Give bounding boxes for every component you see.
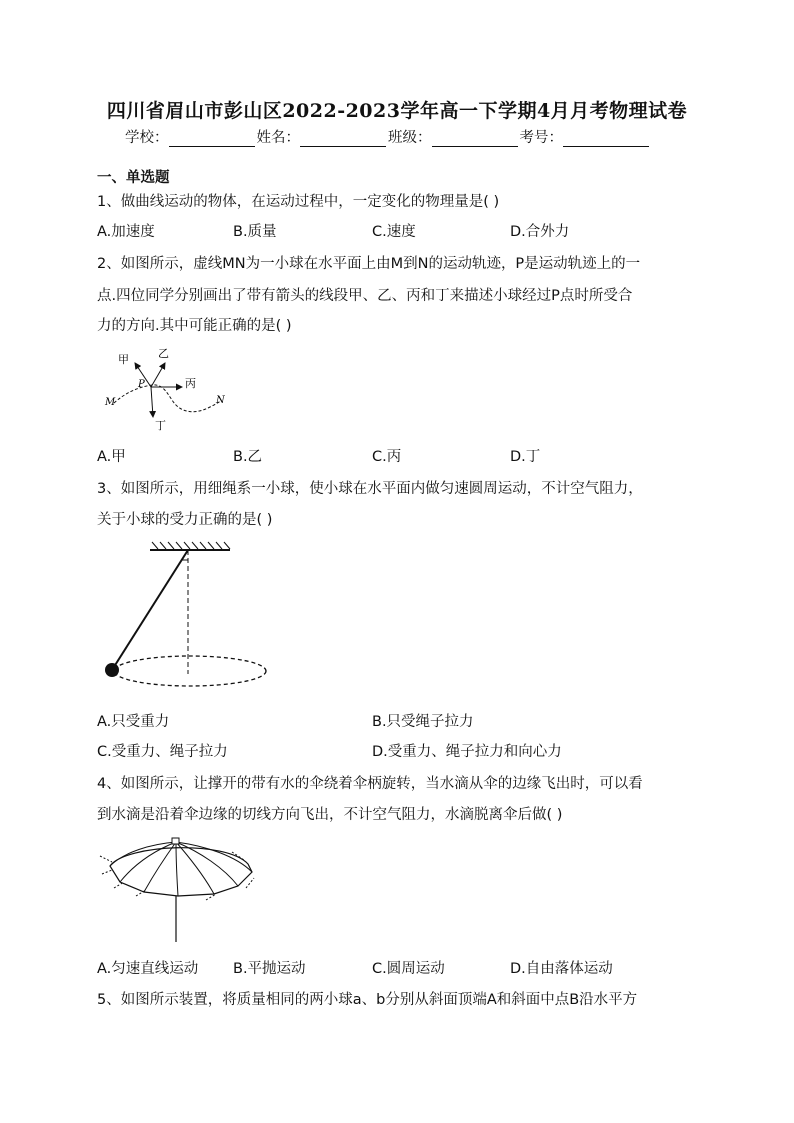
force-arrow-yi: [151, 363, 165, 387]
q2-stem-line1: 2、如图所示，虚线MN为一小球在水平面上由M到N的运动轨迹，P是运动轨迹上的一: [97, 256, 641, 272]
q4-option-d[interactable]: D.自由落体运动: [510, 961, 613, 977]
section-heading: 一、单选题: [97, 170, 170, 186]
q1-option-a[interactable]: A.加速度: [97, 224, 155, 240]
exam-title: 四川省眉山市彭山区2022-2023学年高一下学期4月月考物理试卷: [106, 100, 688, 122]
ball: [105, 663, 119, 677]
school-label: 学校：: [125, 130, 169, 146]
q3-option-a[interactable]: A.只受重力: [97, 714, 170, 730]
q2-option-c[interactable]: C.丙: [372, 449, 402, 465]
q4-umbrella-figure: [96, 830, 266, 945]
label-jia: 甲: [118, 353, 129, 366]
id-label: 考号：: [519, 130, 563, 146]
label-n: N: [216, 395, 225, 406]
label-ding: 丁: [155, 419, 166, 432]
q3-option-b[interactable]: B.只受绳子拉力: [372, 714, 474, 730]
label-bing: 丙: [185, 377, 196, 390]
class-blank[interactable]: [432, 130, 518, 147]
label-p: P: [138, 379, 145, 390]
force-arrow-ding: [151, 387, 153, 417]
q5-stem-line1: 5、如图所示装置，将质量相同的两小球a、b分别从斜面顶端A和斜面中点B沿水平方: [97, 992, 638, 1008]
id-blank[interactable]: [563, 130, 649, 147]
ceiling-hatch: [152, 542, 230, 549]
school-blank[interactable]: [169, 130, 255, 147]
q1-option-b[interactable]: B.质量: [233, 224, 277, 240]
circular-path: [114, 656, 266, 686]
q4-stem-line1: 4、如图所示，让撑开的带有水的伞绕着伞柄旋转，当水滴从伞的边缘飞出时，可以看: [97, 776, 643, 792]
name-label: 姓名：: [256, 130, 300, 146]
string: [112, 550, 188, 670]
q2-trajectory-figure: [100, 345, 240, 435]
q4-option-a[interactable]: A.匀速直线运动: [97, 961, 199, 977]
q4-stem-line2: 到水滴是沿着伞边缘的切线方向飞出，不计空气阻力，水滴脱离伞后做( ): [97, 807, 563, 823]
q4-option-b[interactable]: B.平抛运动: [233, 961, 306, 977]
q2-option-d[interactable]: D.丁: [510, 449, 541, 465]
q1-option-d[interactable]: D.合外力: [510, 224, 570, 240]
trajectory-curve: [114, 385, 221, 412]
label-m: M: [105, 397, 116, 408]
q3-stem-line1: 3、如图所示，用细绳系一小球，使小球在水平面内做匀速圆周运动，不计空气阻力，: [97, 481, 643, 497]
umbrella-tip: [172, 838, 179, 844]
q2-stem-line2: 点.四位同学分别画出了带有箭头的线段甲、乙、丙和丁来描述小球经过P点时所受合: [97, 288, 633, 304]
q3-option-c[interactable]: C.受重力、绳子拉力: [97, 744, 228, 760]
label-yi: 乙: [158, 347, 169, 360]
q1-stem: 1、做曲线运动的物体，在运动过程中，一定变化的物理量是( ): [97, 194, 500, 210]
q3-option-d[interactable]: D.受重力、绳子拉力和向心力: [372, 744, 562, 760]
q1-option-c[interactable]: C.速度: [372, 224, 416, 240]
q4-option-c[interactable]: C.圆周运动: [372, 961, 445, 977]
q2-option-a[interactable]: A.甲: [97, 449, 126, 465]
name-blank[interactable]: [300, 130, 386, 147]
q2-stem-line3: 力的方向.其中可能正确的是( ): [97, 318, 292, 334]
umbrella-canopy: [110, 848, 252, 896]
q2-option-b[interactable]: B.乙: [233, 449, 263, 465]
class-label: 班级：: [388, 130, 432, 146]
q3-conical-pendulum-figure: [98, 540, 278, 690]
student-info-row: [125, 126, 651, 147]
q3-stem-line2: 关于小球的受力正确的是( ): [97, 512, 273, 528]
